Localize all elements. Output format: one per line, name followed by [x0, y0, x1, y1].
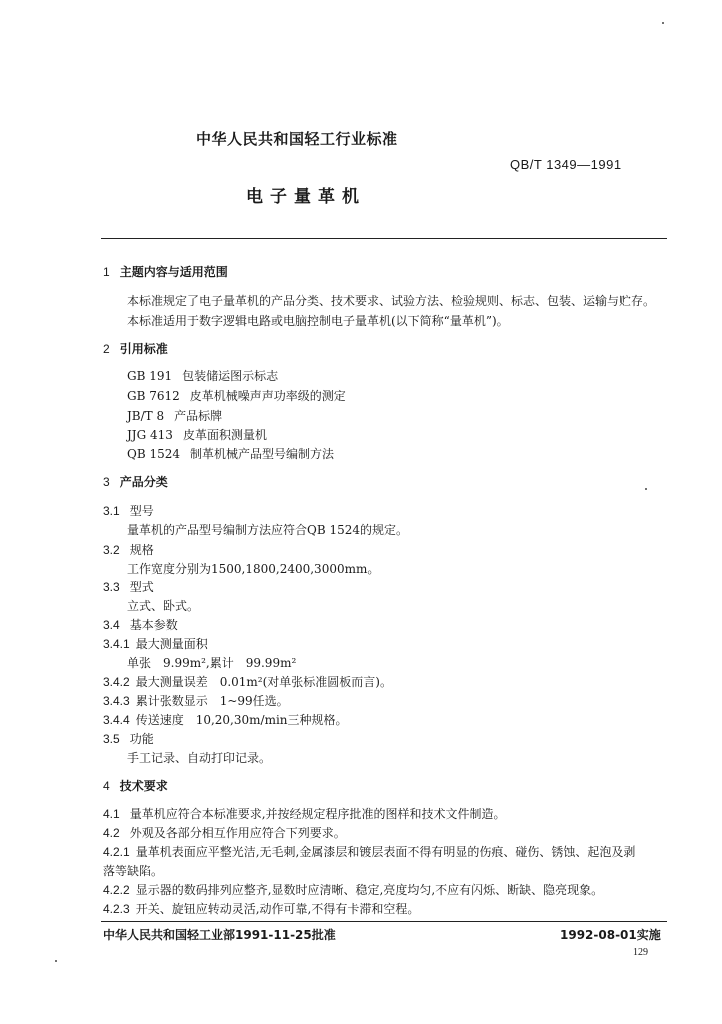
section-1-paragraph-2: 本标准适用于数字逻辑电路或电脑控制电子量革机(以下简称“量革机”)。 [127, 314, 509, 328]
clause-text: 量革机应符合本标准要求,并按经规定程序批准的图样和技术文件制造。 [129, 807, 506, 821]
clause-number: 3.2 [103, 543, 120, 557]
section-1-paragraph-1: 本标准规定了电子量革机的产品分类、技术要求、试验方法、检验规则、标志、包装、运输与贮存。 [127, 294, 656, 308]
clause-number: 4.1 [103, 807, 120, 821]
section-number: 1 [103, 265, 110, 279]
clause-number: 3.5 [103, 732, 120, 746]
clause-number: 3.4.1 [103, 637, 130, 651]
clause-3-4-heading [103, 617, 178, 633]
section-1-heading [103, 264, 228, 280]
clause-3-4-2 [103, 674, 392, 690]
clause-3-3-text: 立式、卧式。 [127, 599, 200, 613]
reference-item [127, 427, 267, 443]
reference-code: GB 7612 [127, 389, 180, 403]
scan-speck [645, 488, 647, 490]
clause-number: 3.1 [103, 504, 120, 518]
section-title: 产品分类 [119, 475, 168, 489]
clause-4-2-3 [103, 901, 419, 917]
clause-3-4-1-heading [103, 636, 208, 652]
clause-number: 3.3 [103, 580, 120, 594]
clause-number: 3.4 [103, 618, 120, 632]
clause-text: 传送速度 10,20,30m/min三种规格。 [135, 713, 348, 727]
clause-3-2-heading [103, 542, 154, 558]
reference-code: JJG 413 [127, 428, 173, 442]
clause-text: 开关、旋钮应转动灵活,动作可靠,不得有卡滞和空程。 [135, 902, 420, 916]
clause-3-1-heading [103, 503, 154, 519]
clause-4-2-1 [103, 844, 635, 860]
reference-item [127, 446, 334, 462]
clause-text: 显示器的数码排列应整齐,显数时应清晰、稳定,亮度均匀,不应有闪烁、断缺、隐亮现象。 [135, 883, 604, 897]
issuing-body-header: 中华人民共和国轻工行业标准 [196, 130, 398, 148]
reference-name: 皮革面积测量机 [182, 428, 267, 442]
reference-name: 产品标牌 [174, 409, 223, 423]
reference-name: 皮革机械噪声声功率级的测定 [189, 389, 346, 403]
clause-3-3-heading [103, 579, 154, 595]
clause-3-1-text: 量革机的产品型号编制方法应符合QB 1524的规定。 [127, 523, 409, 537]
reference-code: JB/T 8 [127, 409, 165, 423]
clause-text: 外观及各部分相互作用应符合下列要求。 [129, 826, 346, 840]
clause-3-5-text: 手工记录、自动打印记录。 [127, 751, 272, 765]
clause-3-4-1-text: 单张 9.99m²,累计 99.99m² [127, 656, 297, 670]
section-title: 技术要求 [119, 779, 168, 793]
clause-number: 4.2 [103, 826, 120, 840]
clause-4-2-1-continuation: 落等缺陷。 [103, 864, 164, 878]
clause-3-2-text: 工作宽度分别为1500,1800,2400,3000mm。 [127, 562, 380, 576]
section-number: 2 [103, 342, 110, 356]
reference-code: GB 191 [127, 369, 173, 383]
reference-name: 包装储运图示标志 [182, 369, 279, 383]
document-title: 电子量革机 [246, 187, 366, 207]
reference-name: 制革机械产品型号编制方法 [190, 447, 335, 461]
clause-4-2 [103, 825, 346, 841]
clause-title: 型号 [129, 504, 154, 518]
reference-item [127, 408, 222, 424]
section-title: 引用标准 [119, 342, 168, 356]
clause-title: 型式 [129, 580, 154, 594]
reference-item [127, 388, 346, 404]
clause-number: 4.2.2 [103, 883, 130, 897]
clause-number: 4.2.3 [103, 902, 130, 916]
clause-number: 3.4.3 [103, 694, 130, 708]
section-4-heading [103, 778, 168, 794]
clause-3-5-heading [103, 731, 154, 747]
clause-3-4-4 [103, 712, 348, 728]
clause-title: 基本参数 [129, 618, 178, 632]
approval-line: 中华人民共和国轻工业部1991-11-25批准 [103, 928, 336, 942]
clause-text: 累计张数显示 1~99任选。 [135, 694, 289, 708]
section-3-heading [103, 474, 168, 490]
clause-3-4-3 [103, 693, 289, 709]
clause-number: 3.4.4 [103, 713, 130, 727]
standard-number: QB/T 1349—1991 [510, 157, 622, 172]
footer-rule [101, 921, 667, 922]
clause-4-2-2 [103, 882, 603, 898]
reference-item [127, 368, 278, 384]
reference-code: QB 1524 [127, 447, 181, 461]
section-number: 3 [103, 475, 110, 489]
clause-4-1 [103, 806, 506, 822]
clause-number: 3.4.2 [103, 675, 130, 689]
clause-title: 规格 [129, 543, 154, 557]
clause-text: 最大测量误差 0.01m²(对单张标准圆板而言)。 [135, 675, 392, 689]
scan-speck [55, 960, 57, 962]
section-number: 4 [103, 779, 110, 793]
clause-number: 4.2.1 [103, 845, 130, 859]
page-number: 129 [633, 947, 648, 958]
scan-speck [662, 22, 664, 24]
clause-title: 最大测量面积 [135, 637, 208, 651]
header-rule [101, 238, 667, 239]
implementation-date: 1992-08-01实施 [560, 928, 661, 942]
clause-title: 功能 [129, 732, 154, 746]
clause-text: 量革机表面应平整光洁,无毛刺,金属漆层和镀层表面不得有明显的伤痕、碰伤、锈蚀、起泡及剥 [135, 845, 636, 859]
section-title: 主题内容与适用范围 [119, 265, 228, 279]
section-2-heading [103, 341, 168, 357]
